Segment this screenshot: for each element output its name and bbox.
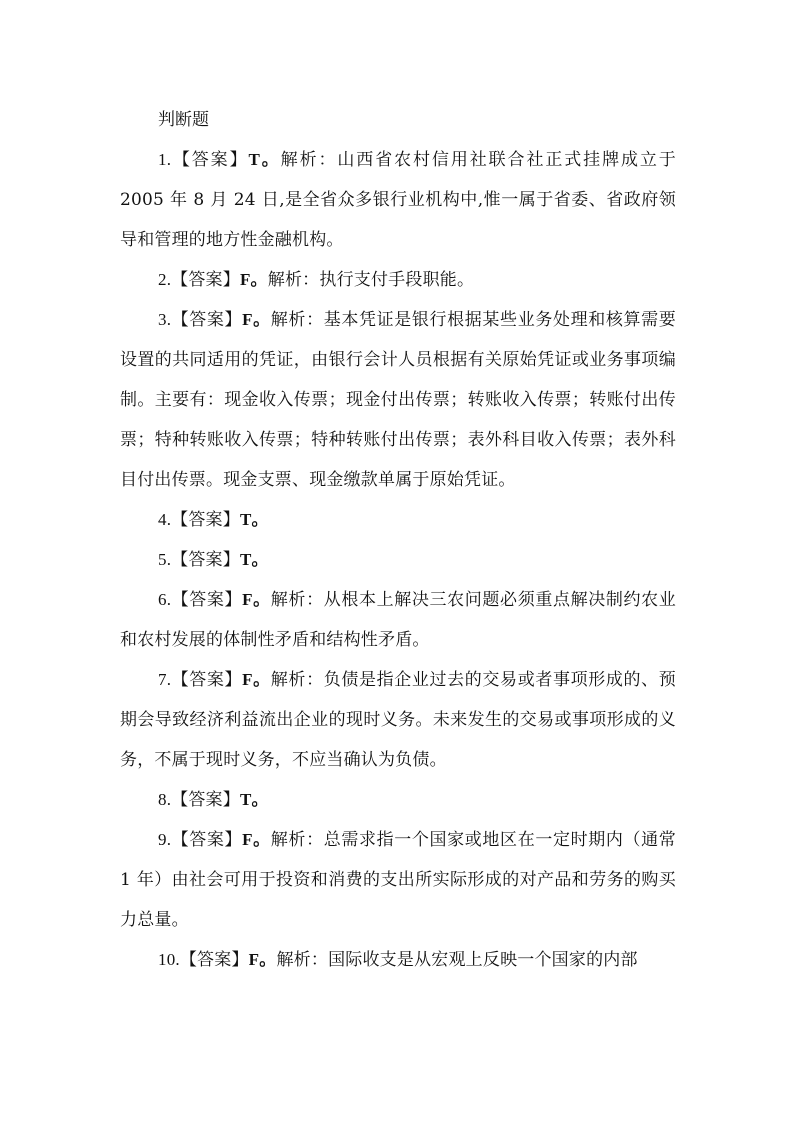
explanation-text: 解析：基本凭证是银行根据某些业务处理和核算需要设置的共同适用的凭证，由银行会计人员根据有关原始凭证或业务事项编制。主要有：现金收入传票；现金付出传票；转账收入传票；转账付出传票；特种转账收入传票；特种转账付出传票；表外科目收入传票；表外科目付出传票。现金支票、现金缴款单属于原始凭证。	[120, 310, 676, 490]
answer-value: F。	[248, 950, 277, 969]
answer-item-3	[120, 300, 676, 500]
answer-tag: 【答案】	[171, 830, 243, 849]
item-number: 9.	[158, 830, 172, 849]
answer-item-2	[120, 260, 676, 300]
answer-value: F。	[242, 590, 271, 609]
item-number: 8.	[158, 790, 172, 809]
answer-item-5	[120, 540, 676, 580]
answer-tag: 【答案】	[171, 270, 240, 289]
explanation-text: 解析：国际收支是从宏观上反映一个国家的内部	[276, 950, 638, 970]
explanation-text: 解析：执行支付手段职能。	[267, 270, 475, 290]
answer-tag: 【答案】	[171, 590, 243, 609]
item-number: 4.	[158, 510, 172, 529]
explanation-text: 解析：山西省农村信用社联合社正式挂牌成立于 2005 年 8 月 24 日,是全省众多银行业机构中,惟一属于省委、省政府领导和管理的地方性金融机构。	[120, 150, 676, 250]
answer-tag: 【答案】	[171, 670, 243, 689]
item-number: 6.	[158, 590, 172, 609]
answer-item-4	[120, 500, 676, 540]
answer-item-6	[120, 580, 676, 660]
answer-item-10	[120, 940, 676, 980]
item-number: 10.	[158, 950, 180, 969]
answer-value: T。	[248, 150, 281, 169]
explanation-text: 解析：从根本上解决三农问题必须重点解决制约农业和农村发展的体制性矛盾和结构性矛盾。	[120, 590, 676, 650]
item-number: 7.	[158, 670, 172, 689]
answer-item-1	[120, 140, 676, 260]
answer-value: T。	[239, 510, 269, 529]
answer-tag: 【答案】	[171, 790, 240, 809]
answer-item-7	[120, 660, 676, 780]
answer-tag: 【答案】	[171, 550, 240, 569]
answer-tag: 【答案】	[179, 950, 249, 969]
answer-tag: 【答案】	[171, 150, 249, 169]
section-heading: 判断题	[158, 110, 209, 130]
explanation-text: 解析：负债是指企业过去的交易或者事项形成的、预期会导致经济利益流出企业的现时义务。未来发生的交易或事项形成的义务，不属于现时义务，不应当确认为负债。	[120, 670, 676, 770]
explanation-text: 解析：总需求指一个国家或地区在一定时期内（通常 1 年）由社会可用于投资和消费的支出所实际形成的对产品和劳务的购买力总量。	[120, 830, 676, 930]
answer-value: T。	[239, 550, 269, 569]
item-number: 2.	[158, 270, 172, 289]
answer-item-8	[120, 780, 676, 820]
document-body	[120, 100, 676, 980]
answer-tag: 【答案】	[171, 510, 240, 529]
answer-value: F。	[242, 670, 271, 689]
answer-value: F。	[242, 310, 271, 329]
answer-item-9	[120, 820, 676, 940]
answer-value: T。	[239, 790, 269, 809]
answer-tag: 【答案】	[171, 310, 243, 329]
answer-value: F。	[239, 270, 268, 289]
item-number: 3.	[158, 310, 172, 329]
item-number: 1.	[158, 150, 172, 169]
item-number: 5.	[158, 550, 172, 569]
answer-value: F。	[242, 830, 271, 849]
